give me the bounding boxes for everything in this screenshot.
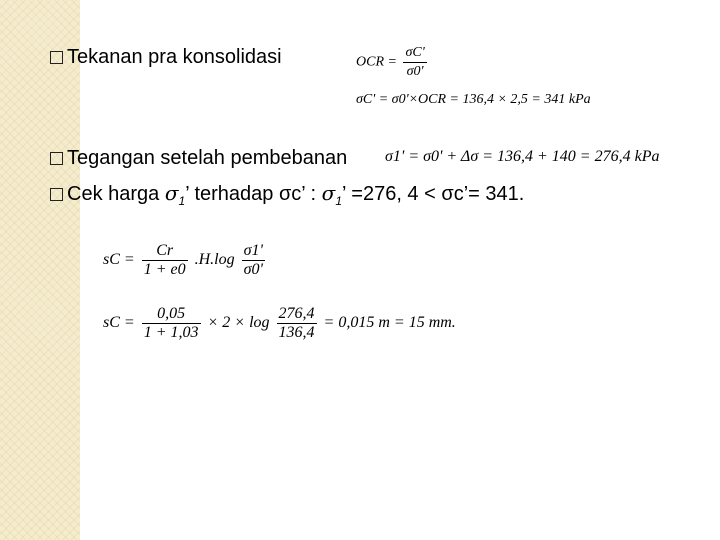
bullet-text: Tekanan pra konsolidasi [67,46,282,68]
fraction-denominator: 136,4 [278,324,315,341]
bullet-stress-after-loading [50,146,347,170]
fraction-numerator: σ1' [243,242,263,259]
formula-fraction-cr [142,242,188,279]
checkbox-bullet-icon [50,51,63,64]
fraction-numerator: 0,05 [142,305,201,324]
calc-result: = 0,015 m = 15 mm. [323,314,456,332]
equation-ocr [356,44,430,81]
calc-fraction-stress [277,305,317,342]
calc-lhs: sC = [103,314,135,332]
fraction-numerator: 276,4 [278,305,315,322]
decorative-side-band [0,0,80,540]
ocr-lhs: OCR = [356,54,397,70]
checkbox-bullet-icon [50,188,63,201]
bullet-check-values [50,181,524,213]
bullet-text: Tegangan setelah pembebanan [67,147,348,169]
sigma-symbol: σ [164,181,179,205]
formula-middle: .H.log [194,251,235,269]
calc-middle: × 2 × log [207,314,270,332]
calc-fraction-cc [142,305,201,342]
check-middle: ’ terhadap σc’ : [185,183,322,205]
fraction-denominator: σ0' [243,261,263,278]
checkbox-bullet-icon [50,152,63,165]
sigma-subscript: 1 [178,194,186,208]
fraction-denominator: 1 + 1,03 [143,324,199,341]
equation-settlement-calc [103,305,456,342]
equation-sigma-c [356,92,591,108]
ocr-numerator: σC' [403,44,426,63]
check-prefix: Cek harga [67,183,165,205]
fraction-numerator: Cr [142,242,188,261]
sigma-symbol: σ [321,181,336,205]
ocr-denominator: σ0' [406,64,424,79]
bullet-pre-consolidation [50,45,282,69]
ocr-fraction [403,44,426,81]
sigma-c-text: σC' = σ0'×OCR = 136,4 × 2,5 = 341 kPa [356,92,591,107]
sigma-1-text: σ1' = σ0' + Δσ = 136,4 + 140 = 276,4 kPa [385,148,660,165]
equation-settlement-formula [103,242,268,279]
sigma-subscript: 1 [335,194,343,208]
formula-lhs: sC = [103,251,135,269]
formula-fraction-sigma [242,242,265,279]
check-suffix: ’ =276, 4 < σc’= 341. [342,183,525,205]
fraction-denominator: 1 + e0 [143,261,186,278]
equation-sigma-1 [385,148,659,166]
